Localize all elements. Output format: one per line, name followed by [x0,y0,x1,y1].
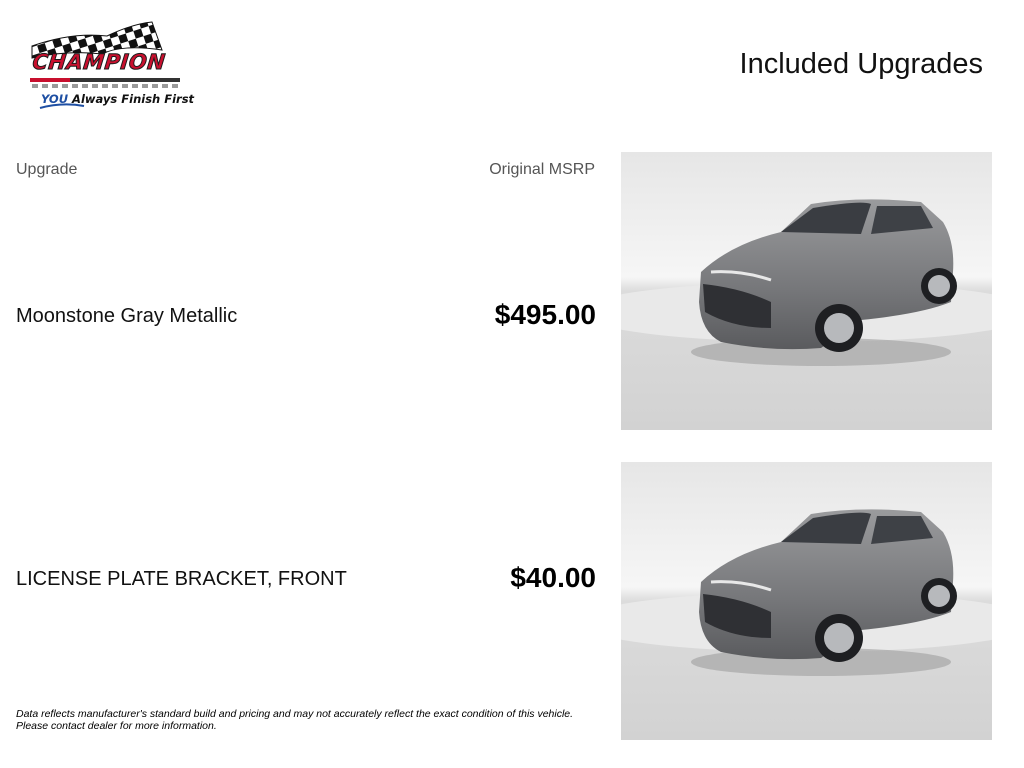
vehicle-photo [621,462,992,740]
disclaimer [16,708,616,732]
upgrade-name: Moonstone Gray Metallic [16,305,238,327]
logo-tagline [41,92,194,106]
logo-tagline-rest: Always Finish First [68,92,195,106]
logo-wordmark: CHAMPION [31,50,167,74]
msrp-column-header: Original MSRP [489,161,595,178]
vehicle-photo [621,152,992,430]
upgrade-price: $495.00 [494,299,596,330]
page-title: Included Upgrades [739,48,983,80]
disclaimer-line: Please contact dealer for more information. [16,720,217,732]
disclaimer-line: Data reflects manufacturer's standard build and pricing and may not accurately reflect the exact condition of this vehicle. [16,708,574,720]
champion-logo [12,20,195,112]
upgrade-name: LICENSE PLATE BRACKET, FRONT [16,568,347,590]
upgrade-price: $40.00 [510,562,596,593]
upgrade-column-header: Upgrade [16,161,78,178]
logo-tagline-you: YOU [41,92,69,106]
gray-suv-photo-icon [621,152,992,430]
gray-suv-photo-icon [621,462,992,740]
